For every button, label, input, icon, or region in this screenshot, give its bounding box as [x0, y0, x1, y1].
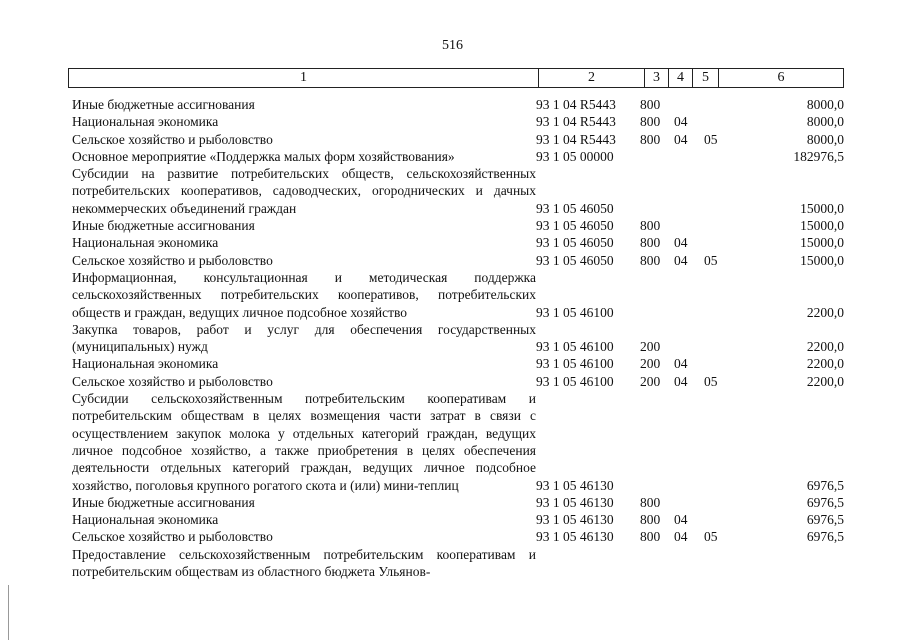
row-name: Субсидии на развитие потребительских обществ, сельскохозяйственных потребительских кооперативов, садоводческих, огороднических и дачных некоммерческих объединений граждан — [72, 166, 536, 216]
row-name: Основное мероприятие «Поддержка малых форм хозяйствования» — [72, 148, 455, 164]
row-sum: 6976,5 — [806, 512, 844, 528]
row-pr: 05 — [704, 373, 718, 389]
header-col-2: 2 — [539, 69, 645, 87]
row-name: Иные бюджетные ассигнования — [72, 97, 255, 112]
row-code: 93 1 05 46050 — [536, 200, 614, 216]
row-code: 93 1 05 46100 — [536, 339, 614, 355]
table-row — [72, 113, 852, 130]
row-name: Национальная экономика — [72, 235, 219, 251]
row-sum: 2200,0 — [806, 356, 844, 372]
row-name: Закупка товаров, работ и услуг для обеспечения государственных (муниципальных) нужд — [72, 321, 536, 355]
row-code: 93 1 05 46100 — [536, 304, 614, 320]
header-col-3: 3 — [645, 69, 669, 87]
row-rz: 04 — [674, 252, 688, 268]
row-pr: 05 — [704, 252, 718, 268]
row-name: Сельское хозяйство и рыболовство — [72, 373, 273, 389]
row-sum: 6976,5 — [806, 529, 844, 545]
table-row — [72, 546, 852, 581]
row-rz: 04 — [674, 235, 688, 251]
row-name: Иные бюджетные ассигнования — [72, 218, 255, 234]
table-row — [72, 373, 852, 390]
table-row — [72, 390, 852, 494]
row-name: Национальная экономика — [72, 356, 219, 372]
table-row — [72, 355, 852, 372]
row-sum: 8000,0 — [806, 97, 844, 112]
header-col-5: 5 — [693, 69, 719, 87]
row-sum: 6976,5 — [806, 477, 844, 493]
row-code: 93 1 05 46100 — [536, 373, 614, 389]
row-vr: 800 — [640, 131, 661, 147]
row-rz: 04 — [674, 373, 688, 389]
row-pr: 05 — [704, 131, 718, 147]
row-name: Сельское хозяйство и рыболовство — [72, 131, 273, 147]
row-sum: 2200,0 — [806, 373, 844, 389]
table-row — [72, 96, 852, 113]
row-vr: 200 — [640, 373, 661, 389]
row-code: 93 1 05 46050 — [536, 235, 614, 251]
row-name: Информационная, консультационная и методическая поддержка сельскохозяйственных потребительских кооперативов, потребительских обществ и граждан, ведущих личное подсобное хозяйство — [72, 269, 536, 320]
row-code: 93 1 05 46050 — [536, 218, 614, 234]
table-row — [72, 494, 852, 511]
row-sum: 2200,0 — [806, 339, 844, 355]
row-vr: 800 — [640, 218, 661, 234]
row-sum: 182976,5 — [793, 148, 844, 164]
row-vr: 800 — [640, 529, 661, 545]
table-row — [72, 234, 852, 251]
header-col-4: 4 — [669, 69, 693, 87]
row-name: Сельское хозяйство и рыболовство — [72, 252, 273, 268]
table-row — [72, 165, 852, 217]
header-col-1: 1 — [69, 69, 539, 87]
row-sum: 15000,0 — [800, 200, 844, 216]
page-edge-line — [8, 585, 9, 640]
row-vr: 200 — [640, 356, 661, 372]
row-code: 93 1 05 46130 — [536, 494, 614, 510]
table-row — [72, 131, 852, 148]
row-name: Предоставление сельскохозяйственным потребительским кооперативам и потребительским обществам из областного бюджета Ульянов- — [72, 546, 536, 580]
row-vr: 800 — [640, 494, 661, 510]
row-rz: 04 — [674, 529, 688, 545]
row-code: 93 1 05 46100 — [536, 356, 614, 372]
page-number: 516 — [442, 38, 463, 53]
row-vr: 800 — [640, 114, 661, 130]
row-code: 93 1 04 R5443 — [536, 97, 616, 112]
row-name: Национальная экономика — [72, 512, 219, 528]
table-row — [72, 148, 852, 165]
row-sum: 2200,0 — [806, 304, 844, 320]
row-vr: 800 — [640, 512, 661, 528]
row-sum: 6976,5 — [806, 494, 844, 510]
table-row — [72, 217, 852, 234]
row-rz: 04 — [674, 512, 688, 528]
row-pr: 05 — [704, 529, 718, 545]
header-col-6: 6 — [777, 70, 785, 85]
row-code: 93 1 05 00000 — [536, 148, 614, 164]
table-row — [72, 321, 852, 356]
row-name: Субсидии сельскохозяйственным потребительским кооперативам и потребительским обществам в целях возмещения части затрат в связи с осуществлением закупок молока у отдельных категорий граждан, ведущих личное подсобное хозяйство, а также приобретения в целях обеспечения деятельности отдельных категорий граждан, ведущих личное подсобное хозяйство, поголовья крупного рогатого скота и (или) мини-теплиц — [72, 391, 536, 493]
table-row — [72, 528, 852, 545]
row-sum: 15000,0 — [800, 235, 844, 251]
row-code: 93 1 05 46130 — [536, 512, 614, 528]
row-name: Сельское хозяйство и рыболовство — [72, 529, 273, 545]
row-rz: 04 — [674, 356, 688, 372]
row-code: 93 1 05 46050 — [536, 252, 614, 268]
row-sum: 15000,0 — [800, 218, 844, 234]
row-code: 93 1 04 R5443 — [536, 114, 616, 130]
row-vr: 800 — [640, 252, 661, 268]
row-name: Национальная экономика — [72, 114, 219, 130]
table-header — [68, 68, 844, 88]
row-rz: 04 — [674, 114, 688, 130]
row-code: 93 1 05 46130 — [536, 529, 614, 545]
row-rz: 04 — [674, 131, 688, 147]
row-sum: 8000,0 — [806, 131, 844, 147]
table-row — [72, 269, 852, 321]
row-code: 93 1 04 R5443 — [536, 131, 616, 147]
row-sum: 15000,0 — [800, 252, 844, 268]
row-name: Иные бюджетные ассигнования — [72, 494, 255, 510]
row-vr: 200 — [640, 339, 661, 355]
row-vr: 800 — [640, 97, 661, 112]
row-code: 93 1 05 46130 — [536, 477, 614, 493]
table-row — [72, 511, 852, 528]
row-vr: 800 — [640, 235, 661, 251]
table-row — [72, 252, 852, 269]
table-body — [72, 96, 852, 580]
row-sum: 8000,0 — [806, 114, 844, 130]
